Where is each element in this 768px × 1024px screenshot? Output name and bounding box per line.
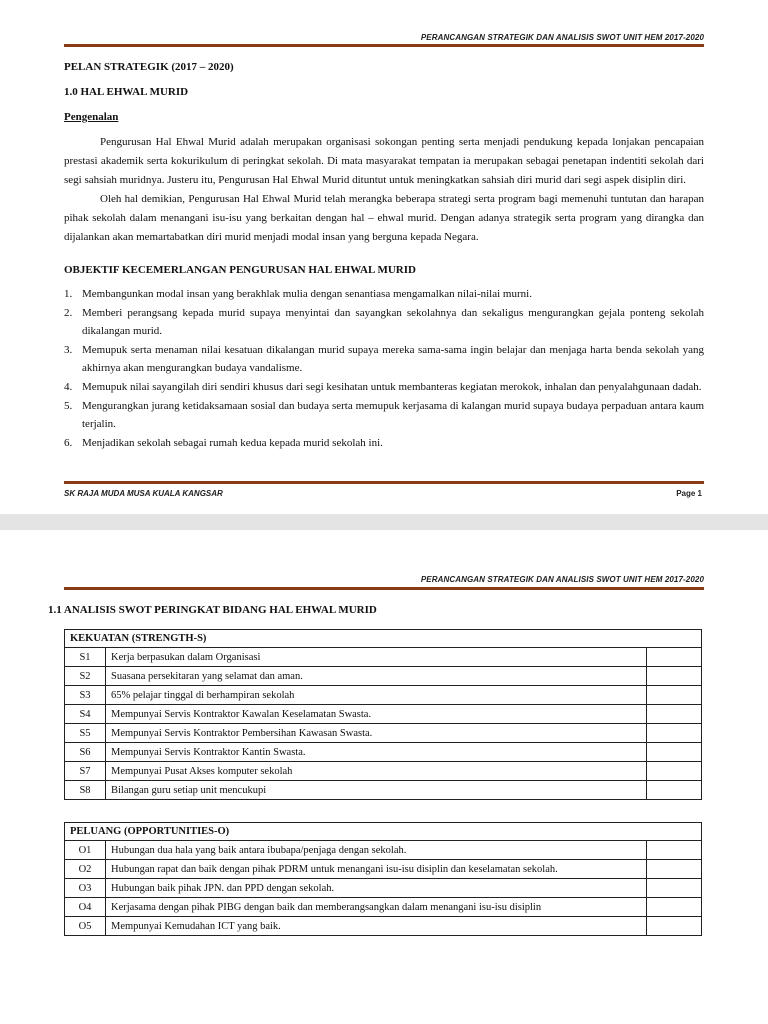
row-blank-cell — [647, 879, 702, 898]
row-text: Kerja berpasukan dalam Organisasi — [106, 648, 647, 667]
table-row — [65, 667, 702, 686]
objective-text: Memberi perangsang kepada murid supaya menyintai dan sayangkan sekolahnya dan sekaligus mengurangkan gejala ponteng sekolah dikalangan murid. — [82, 307, 704, 337]
table-row — [65, 743, 702, 762]
objective-item — [64, 397, 704, 433]
objective-number: 1. — [64, 288, 73, 300]
strengths-table — [64, 629, 702, 800]
objective-text: Membangunkan modal insan yang berakhlak mulia dengan senantiasa mengamalkan nilai-nilai murni. — [82, 288, 532, 300]
table-row — [65, 841, 702, 860]
row-code: S3 — [65, 686, 106, 705]
footer-rule — [64, 481, 704, 484]
row-blank-cell — [647, 841, 702, 860]
row-code: S2 — [65, 667, 106, 686]
header-rule — [64, 44, 704, 47]
row-code: S8 — [65, 781, 106, 800]
row-code: O2 — [65, 860, 106, 879]
row-blank-cell — [647, 762, 702, 781]
row-code: S4 — [65, 705, 106, 724]
footer-school-name: SK RAJA MUDA MUSA KUALA KANGSAR — [64, 489, 223, 498]
row-blank-cell — [647, 781, 702, 800]
objective-text: Memupuk nilai sayangilah diri sendiri khusus dari segi kesihatan untuk membanteras kegiatan merokok, inhalan dan penyalahgunaan dadah. — [82, 381, 702, 393]
objective-item — [64, 378, 704, 396]
objective-item — [64, 341, 704, 377]
table-row — [65, 879, 702, 898]
table-row — [65, 917, 702, 936]
objective-item — [64, 304, 704, 340]
objective-text: Menjadikan sekolah sebagai rumah kedua kepada murid sekolah ini. — [82, 437, 383, 449]
row-text: Bilangan guru setiap unit mencukupi — [106, 781, 647, 800]
row-code: S6 — [65, 743, 106, 762]
row-text: 65% pelajar tinggal di berhampiran sekolah — [106, 686, 647, 705]
objective-text: Memupuk serta menaman nilai kesatuan dikalangan murid supaya mereka sama-sama ingin belajar dan menjaga harta benda sekolah yang akhirnya akan mengurangkan budaya vandalisme. — [82, 344, 704, 374]
row-text: Mempunyai Kemudahan ICT yang baik. — [106, 917, 647, 936]
row-blank-cell — [647, 917, 702, 936]
intro-paragraph-1: Pengurusan Hal Ehwal Murid adalah merupakan organisasi sokongan penting serta menjadi pendukung kepada lonjakan pencapaian prestasi akademik serta kokurikulum di peringkat sekolah. Di mata masyarakat tempatan ia merupakan sebagai penetapan indentiti sekolah dari segi sahsiah muridnya. Justeru itu, Pengurusan Hal Ehwal Murid dituntut untuk meningkatkan sahsiah diri murid dari segi aspek disiplin diri. — [64, 136, 704, 186]
row-blank-cell — [647, 648, 702, 667]
intro-paragraph-2: Oleh hal demikian, Pengurusan Hal Ehwal Murid telah merangka beberapa strategi serta program bagi memenuhi tuntutan dan harapan pihak sekolah dalam menangani isu-isu yang berkaitan dengan hal – ehwal murid. Dengan adanya strategik serta program yang dirangka dan dijalankan akan memartabatkan diri murid menjadi modal insan yang berguna kepada Negara. — [64, 193, 704, 243]
running-header: PERANCANGAN STRATEGIK DAN ANALISIS SWOT UNIT HEM 2017-2020 — [420, 575, 704, 584]
intro-heading: Pengenalan — [64, 111, 119, 123]
row-code: S5 — [65, 724, 106, 743]
row-blank-cell — [647, 667, 702, 686]
row-code: O5 — [65, 917, 106, 936]
objective-list — [64, 285, 704, 453]
running-header: PERANCANGAN STRATEGIK DAN ANALISIS SWOT UNIT HEM 2017-2020 — [420, 33, 704, 42]
row-code: O4 — [65, 898, 106, 917]
row-code: S7 — [65, 762, 106, 781]
row-text: Mempunyai Servis Kontraktor Kantin Swasta. — [106, 743, 647, 762]
table-row — [65, 898, 702, 917]
row-code: S1 — [65, 648, 106, 667]
plan-title: PELAN STRATEGIK (2017 – 2020) — [64, 61, 234, 73]
opportunities-table — [64, 822, 702, 936]
row-blank-cell — [647, 724, 702, 743]
table-row — [65, 686, 702, 705]
row-blank-cell — [647, 686, 702, 705]
row-text: Hubungan dua hala yang baik antara ibubapa/penjaga dengan sekolah. — [106, 841, 647, 860]
objective-number: 6. — [64, 437, 73, 449]
swot-section-heading: 1.1 ANALISIS SWOT PERINGKAT BIDANG HAL EHWAL MURID — [48, 604, 377, 616]
table-row — [65, 762, 702, 781]
strengths-heading: KEKUATAN (STRENGTH-S) — [65, 630, 702, 648]
objective-number: 5. — [64, 400, 73, 412]
table-row — [65, 705, 702, 724]
row-text: Mempunyai Servis Kontraktor Pembersihan Kawasan Swasta. — [106, 724, 647, 743]
opportunities-heading: PELUANG (OPPORTUNITIES-O) — [65, 823, 702, 841]
row-blank-cell — [647, 743, 702, 762]
objective-number: 3. — [64, 344, 73, 356]
row-blank-cell — [647, 860, 702, 879]
table-row — [65, 648, 702, 667]
table-row — [65, 860, 702, 879]
document-page-2 — [0, 530, 768, 1024]
row-blank-cell — [647, 898, 702, 917]
objective-heading: OBJEKTIF KECEMERLANGAN PENGURUSAN HAL EHWAL MURID — [64, 264, 416, 276]
objective-text: Mengurangkan jurang ketidaksamaan sosial dan budaya serta memupuk kerjasama di kalangan murid supaya budaya perpaduan antara kaum terjalin. — [82, 400, 704, 430]
objective-number: 4. — [64, 381, 73, 393]
row-text: Mempunyai Pusat Akses komputer sekolah — [106, 762, 647, 781]
section-heading: 1.0 HAL EHWAL MURID — [64, 86, 189, 98]
row-text: Kerjasama dengan pihak PIBG dengan baik dan memberangsangkan dalam menangani isu-isu disiplin — [106, 898, 647, 917]
objective-item — [64, 285, 704, 303]
page-number: Page 1 — [676, 489, 702, 498]
row-code: O3 — [65, 879, 106, 898]
objective-item — [64, 434, 704, 452]
row-text: Hubungan rapat dan baik dengan pihak PDRM untuk menangani isu-isu disiplin dan keselamatan sekolah. — [106, 860, 647, 879]
row-text: Hubungan baik pihak JPN. dan PPD dengan sekolah. — [106, 879, 647, 898]
objective-number: 2. — [64, 307, 73, 319]
table-row — [65, 781, 702, 800]
row-blank-cell — [647, 705, 702, 724]
header-rule — [64, 587, 704, 590]
table-row — [65, 724, 702, 743]
row-text: Mempunyai Servis Kontraktor Kawalan Keselamatan Swasta. — [106, 705, 647, 724]
row-text: Suasana persekitaran yang selamat dan aman. — [106, 667, 647, 686]
row-code: O1 — [65, 841, 106, 860]
